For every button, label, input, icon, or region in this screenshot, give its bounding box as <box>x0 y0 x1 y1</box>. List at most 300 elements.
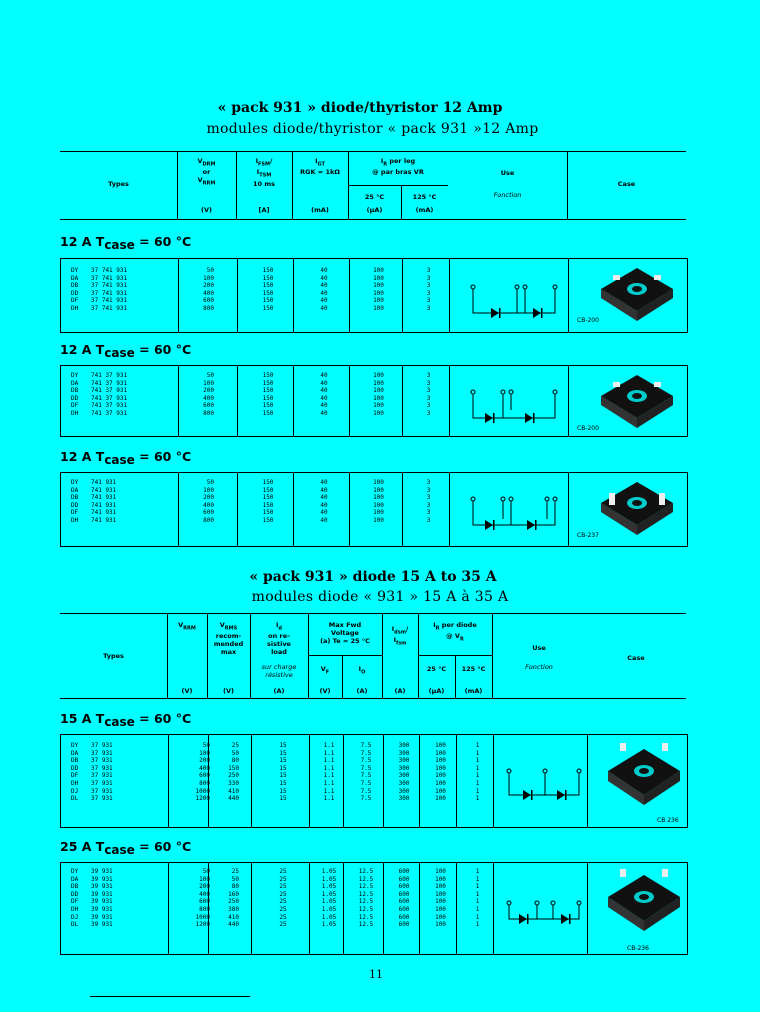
cell: 150 <box>262 379 274 387</box>
cell: 1.1 <box>323 779 335 787</box>
cell: 37 931 <box>91 742 113 749</box>
col-i <box>240 267 296 312</box>
cell: 40 <box>320 274 328 282</box>
cell: 39 931 <box>91 875 113 883</box>
header2-function: Fonction <box>525 663 553 671</box>
cell: 37 931 <box>91 772 113 780</box>
cell: 300 <box>398 772 410 780</box>
cell: 1 <box>475 764 480 772</box>
page-number: 11 <box>369 968 383 981</box>
cell: 440 <box>228 795 239 803</box>
cell: 40 <box>320 402 328 410</box>
footer-rule <box>90 996 250 997</box>
cell: 3 <box>426 516 431 524</box>
cell: 100 <box>373 501 384 509</box>
cell: 300 <box>398 742 410 749</box>
col-v <box>182 267 214 312</box>
cell: 37 741 931 <box>91 289 128 297</box>
cell: 300 <box>398 749 410 757</box>
cell: 25 <box>279 890 287 898</box>
cell: 600 <box>398 905 410 913</box>
cell: 3 <box>426 304 431 312</box>
cell: DY <box>71 372 79 379</box>
cell: DL <box>71 921 79 929</box>
cell: 15 <box>279 779 287 787</box>
cell: 3 <box>426 274 431 282</box>
cell: 400 <box>203 289 214 297</box>
cell: 400 <box>199 890 210 898</box>
section2-table <box>60 365 688 437</box>
cell: 800 <box>203 304 214 312</box>
cell: DF <box>71 297 79 305</box>
col-a <box>352 372 405 417</box>
cell: 1 <box>475 795 480 803</box>
cell: 410 <box>228 787 239 795</box>
cell: 7.5 <box>360 742 372 749</box>
cell: 3 <box>426 289 431 297</box>
section3-case-image <box>599 479 675 537</box>
cell: 100 <box>373 479 384 486</box>
col-pn <box>91 267 161 312</box>
cell: 39 931 <box>91 898 113 906</box>
cell: 1 <box>475 772 480 780</box>
cell: 3 <box>426 486 431 494</box>
cell: 37 741 931 <box>91 267 128 274</box>
cell: 1.05 <box>321 883 337 891</box>
col-s <box>71 372 85 417</box>
col-f <box>312 742 346 803</box>
header1-bottom-rule <box>60 219 686 220</box>
cell: 3 <box>426 509 431 517</box>
col-v <box>182 479 214 524</box>
col-i <box>240 372 296 417</box>
cell: 7.5 <box>360 787 372 795</box>
cell: 50 <box>206 267 214 274</box>
cell: 741 931 <box>91 494 117 502</box>
cell: 12.5 <box>358 868 374 875</box>
cell: 25 <box>279 883 287 891</box>
cell: 1.1 <box>323 742 335 749</box>
cell: 150 <box>262 282 274 290</box>
cell: 50 <box>231 875 239 883</box>
cell: 250 <box>228 772 239 780</box>
col-i <box>240 479 296 524</box>
cell: 200 <box>199 883 210 891</box>
cell: 100 <box>435 764 446 772</box>
header2-types: Types <box>103 652 124 660</box>
header1-t25: 25 °C <box>364 193 385 201</box>
col-d <box>254 868 312 929</box>
subtitle-diode: modules diode « 931 » 15 A à 35 A <box>251 589 509 605</box>
col-pn <box>91 742 151 803</box>
cell: 1 <box>475 898 480 906</box>
cell: 100 <box>435 875 446 883</box>
cell: 3 <box>426 394 431 402</box>
cell: 100 <box>373 486 384 494</box>
cell: 100 <box>435 779 446 787</box>
cell: 150 <box>262 479 274 486</box>
cell: 3 <box>426 387 431 395</box>
cell: 250 <box>228 898 239 906</box>
cell: 600 <box>203 297 214 305</box>
cell: 15 <box>279 742 287 749</box>
cell: 300 <box>398 787 410 795</box>
cell: 3 <box>426 409 431 417</box>
cell: 1 <box>475 875 480 883</box>
cell: 25 <box>279 898 287 906</box>
cell: 3 <box>426 297 431 305</box>
title-diode: « pack 931 » diode 15 A to 35 A <box>249 569 497 585</box>
cell: 1 <box>475 742 480 749</box>
cell: 100 <box>373 297 384 305</box>
cell: 3 <box>426 282 431 290</box>
cell: 12.5 <box>358 890 374 898</box>
cell: 741 37 931 <box>91 387 128 395</box>
cell: 40 <box>320 479 328 486</box>
cell: 1 <box>475 779 480 787</box>
header2-t25-unit: (μA) <box>428 687 445 695</box>
cell: 150 <box>262 486 274 494</box>
header2-vf: $V_F$ <box>320 665 330 676</box>
header1-vdrm: $V_{DRM}$ or $V_{RRM}$ <box>197 157 216 187</box>
cell: 7.5 <box>360 772 372 780</box>
cell: 100 <box>199 749 210 757</box>
header1-use: Use <box>500 169 515 177</box>
cell: 600 <box>199 772 210 780</box>
cell: DB <box>71 494 79 502</box>
cell: DA <box>71 749 79 757</box>
cell: 600 <box>398 898 410 906</box>
cell: 100 <box>373 274 384 282</box>
col-pn <box>91 479 161 524</box>
section5-case-label: CB-236 <box>627 945 649 952</box>
col-r <box>211 868 239 929</box>
cell: DL <box>71 795 79 803</box>
header2-vrrm: $V_{RRM}$ <box>178 621 196 632</box>
cell: 600 <box>203 509 214 517</box>
cell: 1 <box>475 757 480 765</box>
cell: DA <box>71 486 79 494</box>
cell: 150 <box>262 409 274 417</box>
cell: 3 <box>426 379 431 387</box>
cell: 600 <box>398 921 410 929</box>
col-s <box>71 868 85 929</box>
header1-ir: $I_R$ per leg @ par bras VR <box>372 157 424 177</box>
cell: 25 <box>231 742 239 749</box>
header2-maxfwd: Max Fwd Voltage (a) Te = 25 °C <box>320 621 370 645</box>
cell: 37 931 <box>91 787 113 795</box>
cell: 100 <box>203 274 214 282</box>
cell: 1 <box>475 905 480 913</box>
header1-function: Fonction <box>493 191 522 199</box>
cell: DA <box>71 875 79 883</box>
col-s <box>71 267 85 312</box>
col-a <box>422 742 459 803</box>
cell: 15 <box>279 795 287 803</box>
col-g <box>296 372 352 417</box>
col-o <box>346 868 386 929</box>
header2-t125-unit: (mA) <box>464 687 483 695</box>
cell: 15 <box>279 787 287 795</box>
cell: 7.5 <box>360 757 372 765</box>
header2-id: $I_d$ on re- sistive load <box>267 621 291 657</box>
cell: 410 <box>228 913 239 921</box>
header1-igt: $I_{GT}$ RGK = 1kΩ <box>300 157 340 177</box>
cell: 200 <box>203 494 214 502</box>
header2-t25: 25 °C <box>426 665 447 673</box>
cell: 40 <box>320 282 328 290</box>
cell: DH <box>71 304 79 312</box>
cell: 380 <box>228 905 239 913</box>
cell: 1.05 <box>321 905 337 913</box>
cell: 39 931 <box>91 905 113 913</box>
header1-igt-unit: (mA) <box>311 206 329 214</box>
cell: 15 <box>279 757 287 765</box>
cell: 100 <box>199 875 210 883</box>
subtitle-diode-thyristor: modules diode/thyristor « pack 931 »12 Amp <box>206 121 539 137</box>
cell: 741 931 <box>91 501 117 509</box>
cell: 1.05 <box>321 898 337 906</box>
cell: 37 741 931 <box>91 297 128 305</box>
cell: 741 931 <box>91 486 117 494</box>
cell: 1 <box>475 913 480 921</box>
cell: 741 931 <box>91 509 117 517</box>
cell: DY <box>71 267 79 274</box>
cell: 40 <box>320 304 328 312</box>
cell: 39 931 <box>91 868 113 875</box>
cell: 25 <box>279 868 287 875</box>
cell: 40 <box>320 372 328 379</box>
cell: 40 <box>320 267 328 274</box>
col-s <box>71 742 85 803</box>
cell: 100 <box>435 921 446 929</box>
cell: 1.1 <box>323 749 335 757</box>
cell: 37 931 <box>91 757 113 765</box>
cell: 200 <box>199 757 210 765</box>
cell: 100 <box>373 267 384 274</box>
cell: 1 <box>475 787 480 795</box>
cell: 150 <box>262 402 274 410</box>
cell: 300 <box>398 764 410 772</box>
cell: DY <box>71 479 79 486</box>
cell: 39 931 <box>91 890 113 898</box>
cell: 7.5 <box>360 795 372 803</box>
cell: 1.1 <box>323 764 335 772</box>
col-d <box>254 742 312 803</box>
col-r <box>211 742 239 803</box>
cell: 100 <box>435 749 446 757</box>
col-v <box>168 742 210 803</box>
cell: 200 <box>203 282 214 290</box>
col-g <box>296 267 352 312</box>
cell: 100 <box>435 742 446 749</box>
cell: 440 <box>228 921 239 929</box>
cell: 1 <box>475 749 480 757</box>
col-s <box>71 479 85 524</box>
section1-case-label: CB-200 <box>577 317 599 324</box>
cell: 150 <box>262 372 274 379</box>
cell: DH <box>71 409 79 417</box>
cell: 330 <box>228 779 239 787</box>
cell: 100 <box>203 486 214 494</box>
cell: DA <box>71 379 79 387</box>
section5-case-image <box>606 867 682 937</box>
cell: 100 <box>203 379 214 387</box>
section1-case-image <box>599 265 675 323</box>
cell: 50 <box>206 372 214 379</box>
col-pn <box>91 868 151 929</box>
cell: 12.5 <box>358 898 374 906</box>
cell: 400 <box>203 394 214 402</box>
cell: 600 <box>398 868 410 875</box>
cell: DF <box>71 898 79 906</box>
cell: 200 <box>203 387 214 395</box>
cell: DJ <box>71 787 79 795</box>
cell: 150 <box>262 387 274 395</box>
cell: 150 <box>262 289 274 297</box>
cell: DF <box>71 402 79 410</box>
cell: 1 <box>475 921 480 929</box>
cell: 600 <box>398 883 410 891</box>
section2-circuit-diagram <box>463 382 559 422</box>
cell: 300 <box>398 779 410 787</box>
cell: 741 37 931 <box>91 394 128 402</box>
cell: 37 931 <box>91 795 113 803</box>
section4-case-image <box>606 741 682 811</box>
cell: DB <box>71 757 79 765</box>
section1-table <box>60 258 688 333</box>
cell: 100 <box>373 516 384 524</box>
header1-vdrm-unit: (V) <box>201 206 212 214</box>
cell: 3 <box>426 372 431 379</box>
section4-heading: 15 A $T_{case} = 60$ °C <box>60 711 192 729</box>
cell: 1 <box>475 868 480 875</box>
cell: DH <box>71 779 79 787</box>
cell: DY <box>71 868 79 875</box>
cell: 741 37 931 <box>91 379 128 387</box>
header2-vrrm-unit: (V) <box>181 687 193 695</box>
header2-id-unit: (A) <box>273 687 285 695</box>
section2-heading: 12 A $T_{case} = 60$ °C <box>60 342 192 360</box>
cell: 15 <box>279 749 287 757</box>
cell: 600 <box>398 890 410 898</box>
section3-circuit-diagram <box>463 489 559 529</box>
col-b <box>405 267 452 312</box>
cell: 25 <box>279 921 287 929</box>
cell: 1000 <box>195 787 210 795</box>
cell: 100 <box>435 757 446 765</box>
col-g <box>296 479 352 524</box>
col-b <box>459 868 496 929</box>
col-a <box>422 868 459 929</box>
header2-bottom-rule <box>60 698 686 699</box>
col-v <box>168 868 210 929</box>
cell: 1000 <box>195 913 210 921</box>
section2-case-image <box>599 372 675 430</box>
cell: 800 <box>199 779 210 787</box>
cell: DD <box>71 890 79 898</box>
cell: 3 <box>426 494 431 502</box>
cell: 150 <box>262 304 274 312</box>
cell: DB <box>71 282 79 290</box>
cell: 3 <box>426 402 431 410</box>
section5-circuit-diagram <box>501 893 583 933</box>
title-diode-thyristor: « pack 931 » diode/thyristor 12 Amp <box>217 100 503 116</box>
cell: 100 <box>373 402 384 410</box>
cell: 150 <box>228 764 239 772</box>
cell: 25 <box>279 875 287 883</box>
cell: 600 <box>398 875 410 883</box>
header1-ifsm: $I_{FSM}/$ $I_{TSM}$ 10 ms <box>253 157 275 188</box>
header2 <box>60 613 686 698</box>
cell: 741 931 <box>91 516 117 524</box>
cell: 39 931 <box>91 913 113 921</box>
cell: 37 931 <box>91 749 113 757</box>
cell: 1.05 <box>321 913 337 921</box>
header1-case: Case <box>617 180 636 188</box>
cell: 40 <box>320 297 328 305</box>
cell: 100 <box>373 289 384 297</box>
cell: 50 <box>202 742 210 749</box>
cell: DH <box>71 905 79 913</box>
cell: 1200 <box>195 795 210 803</box>
cell: 100 <box>373 379 384 387</box>
header2-t125: 125 °C <box>461 665 486 673</box>
header1-t125: 125 °C <box>412 193 437 201</box>
cell: 37 741 931 <box>91 304 128 312</box>
cell: 1.1 <box>323 787 335 795</box>
cell: 25 <box>231 868 239 875</box>
section1-circuit-diagram <box>463 277 559 317</box>
header2-id-fr: sur charge résistive <box>261 663 297 679</box>
cell: DF <box>71 509 79 517</box>
header2-io-unit: (A) <box>356 687 368 695</box>
cell: 600 <box>199 898 210 906</box>
cell: 50 <box>206 479 214 486</box>
cell: 400 <box>199 764 210 772</box>
section5-table <box>60 862 688 955</box>
section3-heading: 12 A $T_{case} = 60$ °C <box>60 449 192 467</box>
cell: 15 <box>279 764 287 772</box>
header2-io: $I_O$ <box>358 665 366 676</box>
cell: 100 <box>373 509 384 517</box>
cell: 12.5 <box>358 913 374 921</box>
cell: DB <box>71 883 79 891</box>
cell: DY <box>71 742 79 749</box>
section1-heading: 12 A $T_{case} = 60$ °C <box>60 234 192 252</box>
cell: 100 <box>435 905 446 913</box>
cell: 40 <box>320 509 328 517</box>
cell: 12.5 <box>358 875 374 883</box>
cell: 150 <box>262 274 274 282</box>
cell: 37 931 <box>91 764 113 772</box>
header2-vrms-unit: (V) <box>223 687 234 695</box>
cell: 3 <box>426 479 431 486</box>
header2-use: Use <box>532 644 546 652</box>
cell: 1.1 <box>323 795 335 803</box>
cell: 800 <box>203 516 214 524</box>
col-pn <box>91 372 161 417</box>
cell: 37 741 931 <box>91 274 128 282</box>
cell: 37 741 931 <box>91 282 128 290</box>
cell: DA <box>71 274 79 282</box>
cell: 7.5 <box>360 749 372 757</box>
section4-case-label: CB 236 <box>657 817 679 824</box>
cell: 100 <box>373 304 384 312</box>
cell: 7.5 <box>360 764 372 772</box>
section5-heading: 25 A $T_{case} = 60$ °C <box>60 839 192 857</box>
cell: 300 <box>398 795 410 803</box>
